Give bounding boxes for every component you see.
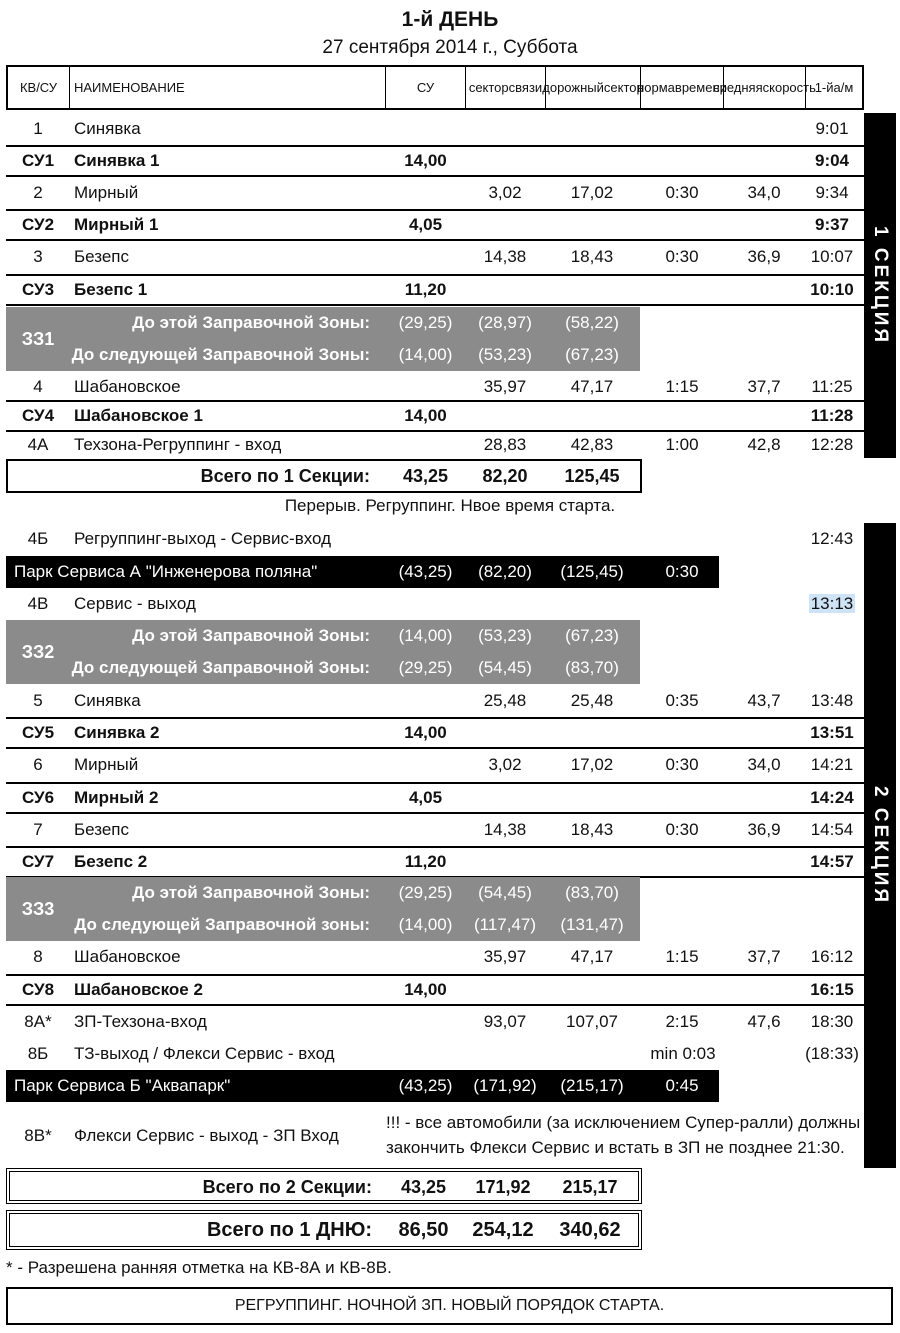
footer-banner: РЕГРУППИНГ. НОЧНОЙ ЗП. НОВЫЙ ПОРЯДОК СТАРТА. bbox=[6, 1287, 893, 1325]
table-row-su: СУ7 Безепс 2 11,20 14:57 bbox=[0, 846, 900, 878]
table-row-su: СУ6 Мирный 2 4,05 14:24 bbox=[0, 782, 900, 814]
table-row: 8А* ЗП-Техзона-вход 93,07 107,07 2:15 47,6 18:30 bbox=[24, 1012, 854, 1031]
table-row: 5 Синявка 25,48 25,48 0:35 43,7 13:48 bbox=[33, 691, 854, 710]
header-tm: 1-й а/м bbox=[814, 80, 854, 95]
table-row: 4 Шабановское 35,97 47,17 1:15 37,7 11:25 bbox=[33, 377, 853, 396]
table-row-su: СУ3 Безепс 1 11,20 10:10 bbox=[0, 274, 900, 306]
total-day: Всего по 1 ДНЮ: 86,50 254,12 340,62 bbox=[6, 1210, 642, 1250]
table-row: 4Б Регруппинг-выход - Сервис-вход 12:43 bbox=[27, 529, 854, 548]
table-row: 3 Безепс 14,38 18,43 0:30 36,9 10:07 bbox=[33, 247, 854, 266]
page-title: 1-й ДЕНЬ bbox=[401, 8, 499, 31]
flexi-note: !!! - все автомобили (за исключением Супер-ралли) должны закончить Флекси Сервис и встать в ЗП не позднее 21:30. bbox=[386, 1113, 861, 1157]
table-header bbox=[6, 65, 864, 110]
table-row: 4В Сервис - выход 13:13 bbox=[27, 594, 854, 613]
page-subtitle: 27 сентября 2014 г., Суббота bbox=[322, 37, 578, 58]
table-row: 2 Мирный 3,02 17,02 0:30 34,0 9:34 bbox=[33, 183, 849, 202]
header-kv: КВ/СУ bbox=[8, 67, 70, 108]
total-section-2: Всего по 2 Секции: 43,25 171,92 215,17 bbox=[6, 1168, 642, 1204]
footnote: * - Разрешена ранняя отметка на КВ-8А и КВ-8В. bbox=[6, 1258, 392, 1277]
table-row-su: СУ5 Синявка 2 14,00 13:51 bbox=[0, 717, 900, 749]
zone-number: ЗЗ2 bbox=[21, 642, 55, 662]
table-row: 6 Мирный 3,02 17,02 0:30 34,0 14:21 bbox=[33, 755, 854, 774]
highlighted-time: 13:13 bbox=[810, 594, 854, 613]
header-nt: норма времени bbox=[641, 67, 724, 108]
table-row: 1 Синявка 9:01 bbox=[33, 119, 849, 138]
break-note: Перерыв. Регруппинг. Нвое время старта. bbox=[284, 496, 616, 515]
table-row: 8Б ТЗ-выход / Флекси Сервис - вход min 0:03 (18:33) bbox=[27, 1044, 859, 1063]
header-name: НАИМЕНОВАНИЕ bbox=[70, 67, 386, 108]
zone-number: ЗЗ1 bbox=[21, 329, 55, 349]
section-1-label: 1 СЕКЦИЯ bbox=[870, 225, 891, 346]
service-park: Парк Сервиса Б "Аквапарк" (43,25) (171,92) (215,17) 0:45 bbox=[6, 1070, 719, 1102]
table-row-su: СУ2 Мирный 1 4,05 9:37 bbox=[0, 209, 900, 241]
table-row: 4А Техзона-Регруппинг - вход 28,83 42,83 1:00 42,8 12:28 bbox=[27, 435, 854, 454]
refuel-zone: ЗЗ2 До этой Заправочной Зоны: До следующей Заправочной Зоны: (14,00) (53,23) (67,23) (29,25) (54,45) (83,70) bbox=[6, 620, 640, 684]
header-su: СУ bbox=[386, 67, 466, 108]
zone-number: ЗЗ3 bbox=[21, 899, 55, 919]
total-section-1: Всего по 1 Секции: 43,25 82,20 125,45 bbox=[6, 459, 642, 493]
header-sp: средняя скорость bbox=[724, 67, 806, 108]
table-row: 8В* Флекси Сервис - выход - ЗП Вход bbox=[24, 1126, 339, 1145]
table-row-su: СУ4 Шабановское 1 14,00 11:28 bbox=[0, 400, 900, 432]
table-row-su: СУ1 Синявка 1 14,00 9:04 bbox=[0, 145, 900, 177]
header-sv: сектор связи bbox=[466, 67, 546, 108]
table-row-su: СУ8 Шабановское 2 14,00 16:15 bbox=[0, 974, 900, 1006]
table-row: 8 Шабановское 35,97 47,17 1:15 37,7 16:12 bbox=[33, 947, 854, 966]
section-2-label: 2 СЕКЦИЯ bbox=[870, 785, 891, 906]
service-park: Парк Сервиса А "Инженерова поляна" (43,25) (82,20) (125,45) 0:30 bbox=[6, 556, 719, 588]
refuel-zone: ЗЗ3 До этой Заправочной Зоны: До следующей Заправочной зоны: (29,25) (54,45) (83,70) (14,00) (117,47) (131,47) bbox=[6, 877, 640, 941]
table-row: 7 Безепс 14,38 18,43 0:30 36,9 14:54 bbox=[33, 820, 854, 839]
header-dr: дорожный сектор bbox=[546, 67, 641, 108]
refuel-zone: ЗЗ1 До этой Заправочной Зоны: До следующей Заправочной Зоны: (29,25) (28,97) (58,22) (14,00) (53,23) (67,23) bbox=[6, 307, 640, 371]
